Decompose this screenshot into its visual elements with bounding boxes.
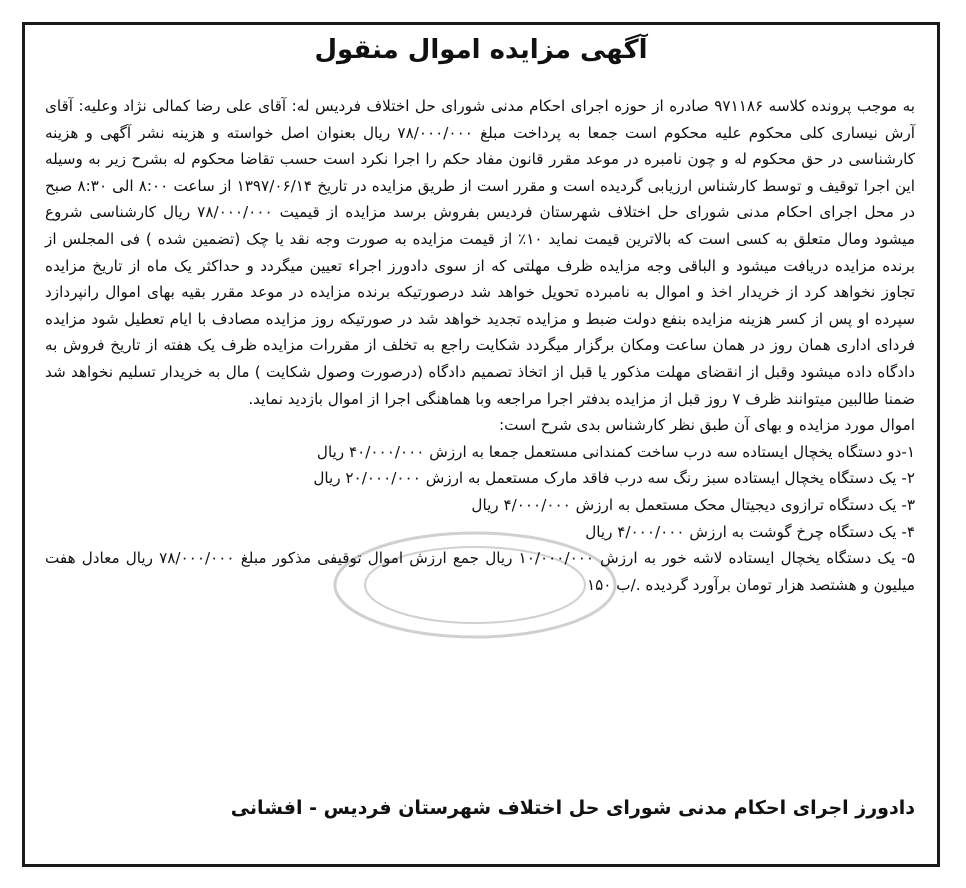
items-intro: اموال مورد مزایده و بهای آن طبق نظر کارشناس بدی شرح است: <box>498 416 915 435</box>
list-item: ۴- یک دستگاه چرخ گوشت به ارزش ۴/۰۰۰/۰۰۰ ریال <box>585 522 915 541</box>
notice-body <box>45 93 915 598</box>
list-item: ۲- یک دستگاه یخچال ایستاده سبز رنگ سه درب فاقد مارک مستعمل به ارزش ۲۰/۰۰۰/۰۰۰ ریال <box>313 469 915 488</box>
notice-paragraph: به موجب پرونده کلاسه ۹۷۱۱۸۶ صادره از حوزه اجرای احکام مدنی شورای حل اختلاف فردیس له: آقای علی رضا کمالی نژاد وعلیه: آقای آرش نیساری کلی محکوم علیه محکوم است جمعا به پرداخت مبلغ ۷۸/۰۰۰/۰۰۰ ریال بعنوان اصل خواسته و هزینه نشر آگهی و هزینه کارشناسی در حق محکوم له و چون نامبره در موعد مقرر قانون مفاد حکم را اجرا نکرد است حسب تقاضا محکوم له بشرح زیر به وسیله این اجرا توقیف و توسط کارشناس ارزیابی گردیده است و مقرر است از طریق مزایده در تاریخ ۱۳۹۷/۰۶/۱۴ از ساعت ۸:۰۰ الی ۸:۳۰ صبح در محل اجرای احکام مدنی شورای حل اختلاف شهرستان فردیس بفروش برسد مزایده از قیمیت ۷۸/۰۰۰/۰۰۰ ریال کارشناسی شروع میشود ومال متعلق به کسی است که بالاترین قیمت نماید ۱۰٪ از قیمت مزایده به صورت وجه نقد یا چک (تضمین شده ) فی المجلس از برنده مزایده دریافت میشود و الباقی وجه مزایده ظرف مهلتی که از سوی دادورز اجراء تعیین میگردد و حداکثر یک ماه از تاریخ مزایده تجاوز نخواهد کرد از خریدار اخذ و اموال به نامبرده تحویل خواهد شد درصورتیکه برنده مزایده در موعد مقرر بقیه بهای اموال رانپردازد سپرده او پس از کسر هزینه مزایده بنفع دولت ضبط و مزایده تجدید خواهد شد در صورتیکه روز مزایده مصادف با ایام تعطیل شود مزایده فردای اداری همان روز در همان ساعت ومکان برگزار میگردد شکایت راجع به تخلف از مقررات مزایده ظرف یک هفته از تاریخ فروش به دادگاه داده میشود وقبل از انقضای مهلت مذکور یا قبل از اتخاذ تصمیم دادگاه (درصورت وصول شکایت ) مال به خریدار تسلیم نخواهد شد ضمنا طالبین میتوانند ظرف ۷ روز قبل از مزایده بدفتر اجرا مراجعه وبا هماهنگی اجرا از اموال بازدید نماید. <box>45 97 916 408</box>
items-list <box>45 439 915 599</box>
notice-title: آگهی مزایده اموال منقول <box>314 35 648 65</box>
list-item: ۱-دو دستگاه یخچال ایستاده سه درب ساخت کمندانی مستعمل جمعا به ارزش ۴۰/۰۰۰/۰۰۰ ریال <box>316 442 915 461</box>
list-item: ۵- یک دستگاه یخچال ایستاده لاشه خور به ارزش ۱۰/۰۰۰/۰۰۰ ریال جمع ارزش اموال توقیفی مذکور مبلغ ۷۸/۰۰۰/۰۰۰ ریال معادل هفت میلیون و هشتصد هزار تومان برآورد گردیده ./ب ۱۵۰ <box>45 549 915 594</box>
notice-frame <box>22 22 940 867</box>
signature-line: دادورز اجرای احکام مدنی شورای حل اختلاف شهرستان فردیس - افشانی <box>230 797 915 819</box>
list-item: ۳- یک دستگاه ترازوی دیجیتال محک مستعمل به ارزش ۴/۰۰۰/۰۰۰ ریال <box>471 495 915 514</box>
